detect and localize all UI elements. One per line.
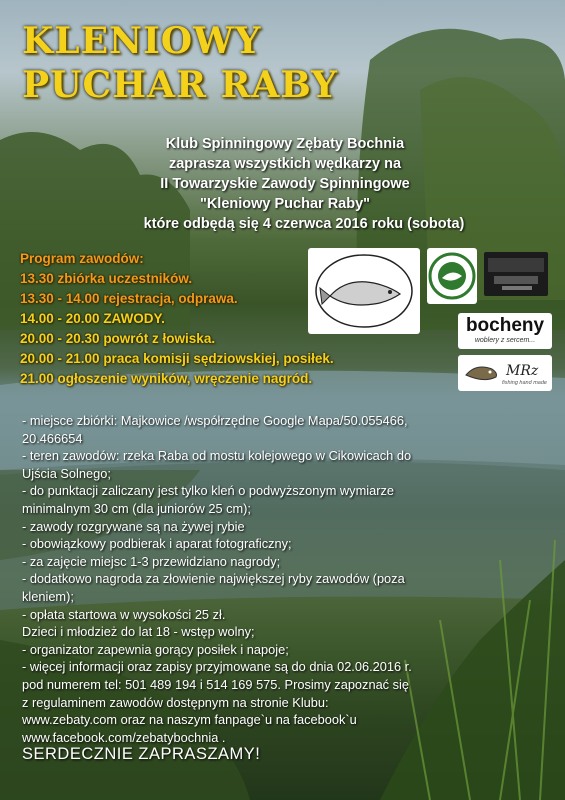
bocheny-logo-tagline: woblery z sercem... — [474, 337, 536, 344]
mrz-logo-tagline: fishing hand made — [502, 380, 547, 386]
closing-invitation: SERDECZNIE ZAPRASZAMY! — [22, 745, 261, 763]
invitation-text — [70, 134, 500, 234]
event-title-line-1: KLENIOWY — [22, 20, 262, 62]
detail-line: Dzieci i młodzież do lat 18 - wstęp wolny; — [22, 624, 255, 640]
invitation-line: II Towarzyskie Zawody Spinningowe — [160, 176, 410, 192]
detail-line: - za zajęcie miejsc 1-3 przewidziano nagrody; — [22, 553, 281, 569]
detail-line: minimalnym 30 cm (dla juniorów 25 cm); — [22, 500, 251, 516]
program-item: 13.30 - 14.00 rejestracja, odprawa. — [20, 291, 238, 306]
detail-line: - obowiązkowy podbierak i aparat fotograficzny; — [22, 536, 292, 552]
detail-line: - teren zawodów: rzeka Raba od mostu kolejowego w Cikowicach do — [22, 448, 412, 464]
program-item: 13.30 zbiórka uczestników. — [20, 271, 193, 286]
detail-line: - dodatkowo nagroda za złowienie największej ryby zawodów (poza — [22, 571, 405, 587]
event-title-line-2: PUCHAR RABY — [22, 64, 338, 106]
website-link[interactable]: www.zebaty.com oraz na naszym fanpage`u na facebook`u — [22, 712, 357, 728]
fish-icon — [308, 248, 420, 334]
detail-line: - opłata startowa w wysokości 25 zł. — [22, 606, 226, 622]
detail-line: kleniem); — [22, 588, 74, 604]
club-emblem-logo — [427, 248, 477, 304]
detail-line: - zawody rozgrywane są na żywej rybie — [22, 518, 245, 534]
competition-details — [22, 412, 502, 746]
program-item: 20.00 - 20.30 powrót z łowiska. — [20, 331, 216, 346]
mrz-logo — [458, 355, 552, 391]
bocheny-logo-name: bocheny — [465, 315, 545, 336]
detail-line: z regulaminem zawodów dostępnym na stronie Klubu: — [22, 694, 329, 710]
detail-line: - miejsce zbiórki: Majkowice /współrzędne Google Mapa/50.055466, — [22, 413, 408, 428]
facebook-link[interactable]: www.facebook.com/zebatybochnia . — [22, 729, 226, 745]
invitation-line: które odbędą się 4 czerwca 2016 roku (sobota) — [143, 216, 465, 232]
program-item: 14.00 - 20.00 ZAWODY. — [20, 311, 165, 326]
detail-line: - do punktacji zaliczany jest tylko kleń o podwyższonym wymiarze — [22, 483, 394, 499]
detail-line: pod numerem tel: 501 489 194 i 514 169 575. Prosimy zapoznać się — [22, 676, 409, 692]
detail-line: 20.466654 — [22, 430, 83, 446]
sponsor-photo-logo — [484, 252, 548, 296]
detail-line: - organizator zapewnia gorący posiłek i napoje; — [22, 641, 289, 657]
invitation-line: zaprasza wszystkich wędkarzy na — [168, 156, 402, 172]
program-item: 21.00 ogłoszenie wyników, wręczenie nagród. — [20, 371, 313, 386]
program-item: 20.00 - 21.00 praca komisji sędziowskiej, posiłek. — [20, 351, 334, 366]
bocheny-logo — [458, 313, 552, 349]
mrz-logo-name: MRz — [506, 363, 539, 379]
detail-line: - więcej informacji oraz zapisy przyjmowane są do dnia 02.06.2016 r. — [22, 659, 412, 675]
detail-line: Ujścia Solnego; — [22, 465, 111, 481]
invitation-line: "Kleniowy Puchar Raby" — [199, 196, 371, 212]
lure-icon — [462, 355, 502, 391]
program-heading: Program zawodów: — [20, 251, 144, 266]
klub-zebaty-logo — [308, 248, 420, 334]
invitation-line: Klub Spinningowy Zębaty Bochnia — [165, 136, 405, 152]
